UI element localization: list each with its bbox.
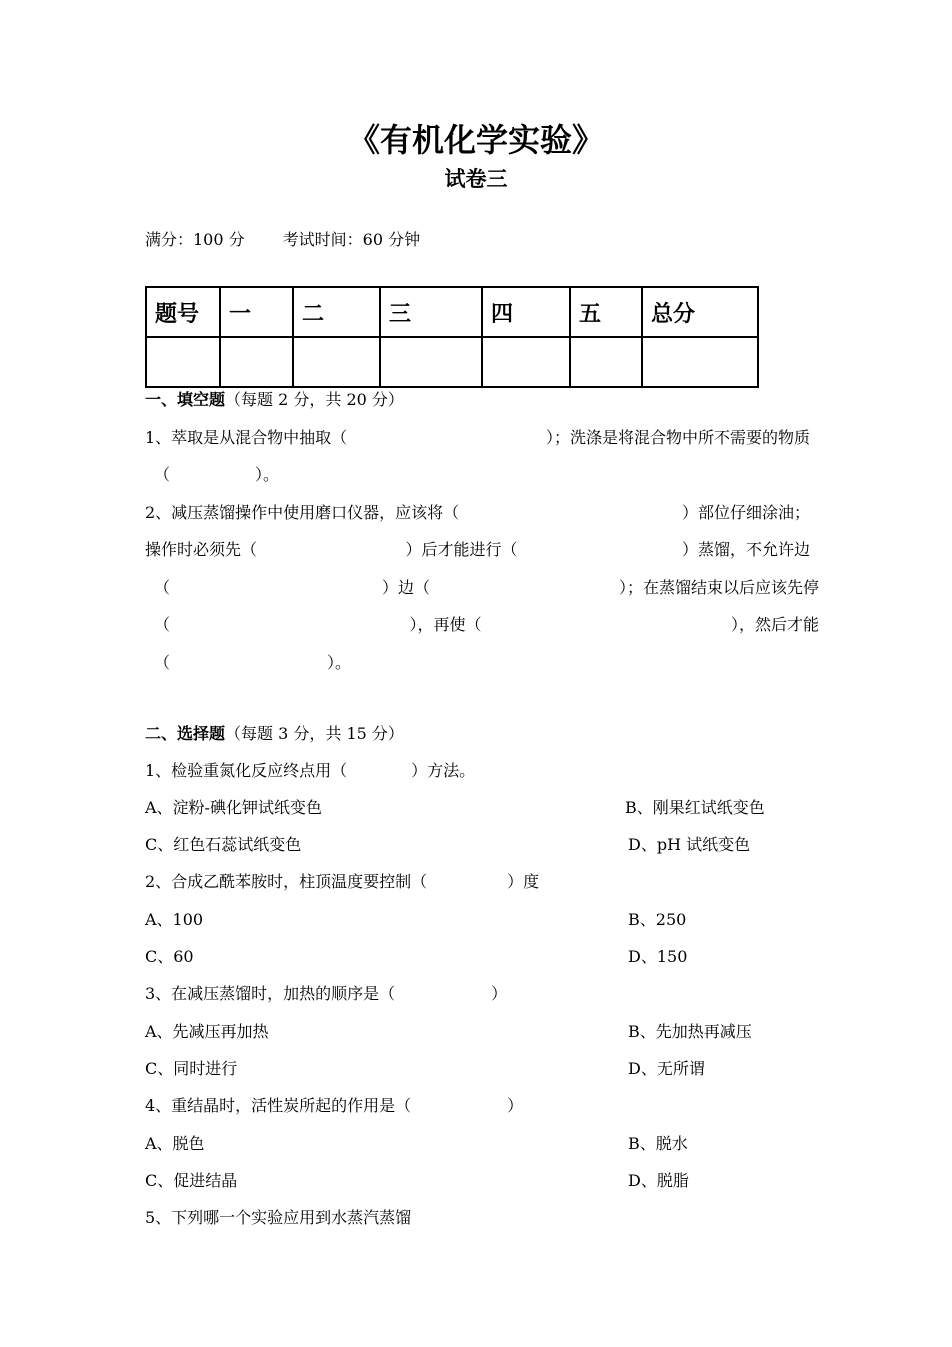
- score-table: [145, 286, 759, 388]
- mc-option[interactable]: A、先减压再加热: [145, 1022, 269, 1041]
- score-cell[interactable]: [642, 337, 758, 387]
- exam-title: 《有机化学实验》: [347, 121, 604, 159]
- q2-text: 2、减压蒸馏操作中使用磨口仪器，应该将（: [145, 503, 460, 522]
- score-header-cell: 一: [220, 287, 293, 337]
- section1-note: （每题 2 分，共 20 分）: [225, 390, 404, 409]
- mc-option[interactable]: D、无所谓: [628, 1059, 705, 1078]
- q2-text: ）后才能进行（: [405, 540, 518, 559]
- score-header-cell: 三: [380, 287, 482, 337]
- q2-text: （: [154, 615, 171, 634]
- score-cell[interactable]: [146, 337, 220, 387]
- exam-time: 考试时间：60 分钟: [282, 230, 421, 249]
- mc-question-stem: 3、在减压蒸馏时，加热的顺序是（ ）: [145, 984, 508, 1003]
- q1-text: 1、萃取是从混合物中抽取（: [145, 428, 348, 447]
- mc-option[interactable]: D、pH 试纸变色: [628, 835, 751, 854]
- q2-text: ），再使（: [409, 615, 482, 634]
- q2-text: ）蒸馏，不允许边: [681, 540, 810, 559]
- mc-option[interactable]: B、先加热再减压: [628, 1022, 752, 1041]
- section1-heading: [145, 388, 404, 412]
- s1-q2-line2: [145, 538, 810, 562]
- mc-option[interactable]: B、脱水: [628, 1134, 688, 1153]
- mc-question-stem: 5、下列哪一个实验应用到水蒸汽蒸馏: [145, 1208, 412, 1227]
- section2-heading: [145, 722, 404, 746]
- q2-text: ）。: [327, 653, 352, 672]
- score-cell[interactable]: [293, 337, 380, 387]
- mc-option[interactable]: A、淀粉-碘化钾试纸变色: [145, 798, 322, 817]
- score-table-blank-row: [146, 337, 758, 387]
- score-header-cell: 总分: [642, 287, 758, 337]
- mc-option[interactable]: C、同时进行: [145, 1059, 238, 1078]
- score-header-cell: 五: [570, 287, 642, 337]
- section2-note: （每题 3 分，共 15 分）: [225, 724, 404, 743]
- mc-option[interactable]: C、红色石蕊试纸变色: [145, 835, 302, 854]
- score-cell[interactable]: [482, 337, 570, 387]
- section2-title: 二、选择题: [145, 724, 226, 743]
- s1-q2-line1: [145, 501, 810, 525]
- mc-option[interactable]: B、刚果红试纸变色: [625, 798, 765, 817]
- q1-text: （: [154, 465, 171, 484]
- score-table-header-row: [146, 287, 758, 337]
- mc-question-stem: 2、合成乙酰苯胺时，柱顶温度要控制（ ）度: [145, 872, 540, 891]
- mc-option[interactable]: D、脱脂: [628, 1171, 689, 1190]
- full-score: 满分：100 分: [145, 230, 245, 249]
- q1-text: ）。: [255, 465, 280, 484]
- s1-q2-line4: [145, 613, 819, 637]
- mc-option[interactable]: A、脱色: [145, 1134, 205, 1153]
- score-cell[interactable]: [380, 337, 482, 387]
- s1-q1-line2: [145, 463, 279, 487]
- mc-question-stem: 1、检验重氮化反应终点用（ ）方法。: [145, 761, 476, 780]
- mc-option[interactable]: B、250: [628, 910, 687, 929]
- score-header-cell: 题号: [146, 287, 220, 337]
- mc-option[interactable]: C、促进结晶: [145, 1171, 238, 1190]
- q1-text: ）；洗涤是将混合物中所不需要的物质: [545, 428, 810, 447]
- q2-text: ），然后才能: [730, 615, 819, 634]
- q2-text: ）边（: [381, 578, 430, 597]
- score-cell[interactable]: [570, 337, 642, 387]
- q2-text: ）；在蒸馏结束以后应该先停: [618, 578, 819, 597]
- mc-option[interactable]: C、60: [145, 947, 194, 966]
- s1-q1-line1: [145, 426, 810, 450]
- section1-title: 一、填空题: [145, 390, 226, 409]
- score-cell[interactable]: [220, 337, 293, 387]
- score-header-cell: 四: [482, 287, 570, 337]
- s1-q2-line3: [145, 576, 819, 600]
- mc-option[interactable]: D、150: [628, 947, 688, 966]
- exam-subtitle: 试卷三: [444, 166, 508, 191]
- q2-text: （: [154, 578, 171, 597]
- mc-question-stem: 4、重结晶时，活性炭所起的作用是（ ）: [145, 1096, 524, 1115]
- score-header-cell: 二: [293, 287, 380, 337]
- q2-text: ）部位仔细涂油；: [681, 503, 810, 522]
- q2-text: （: [154, 653, 171, 672]
- s1-q2-line5: [145, 651, 351, 675]
- q2-text: 操作时必须先（: [145, 540, 258, 559]
- mc-option[interactable]: A、100: [145, 910, 204, 929]
- exam-meta: [145, 228, 420, 252]
